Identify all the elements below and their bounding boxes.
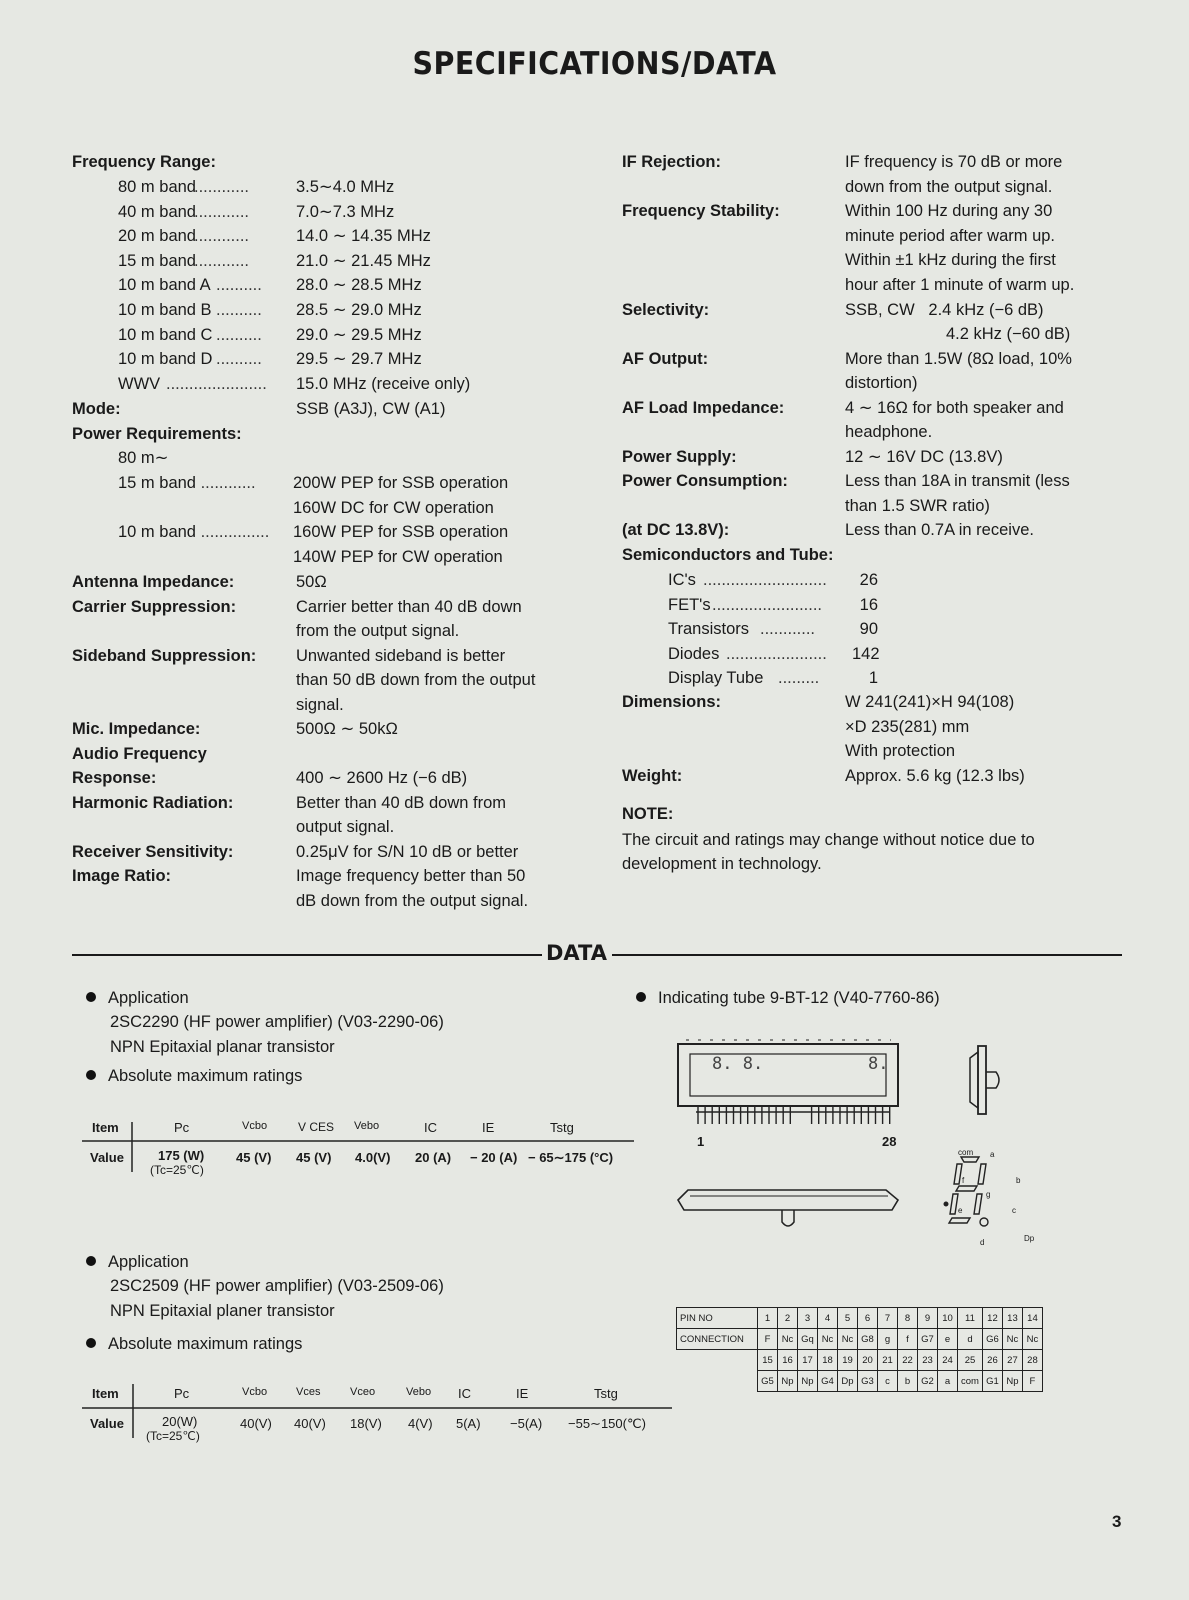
band-dots: .......... xyxy=(216,325,262,344)
bullet-icon xyxy=(86,1070,96,1080)
t2-v-tstg: −55∼150(℃) xyxy=(568,1416,646,1431)
pin-table-cell: 13 xyxy=(1002,1308,1022,1329)
t2-application xyxy=(86,1250,189,1275)
power-consumption-label2: (at DC 13.8V): xyxy=(622,521,730,539)
mic-value: 500Ω ∼ 50kΩ xyxy=(296,720,398,738)
semiconductors-label: Semiconductors and Tube: xyxy=(622,546,834,564)
pin-table-cell: 6 xyxy=(858,1308,878,1329)
pin-table-cell: 10 xyxy=(938,1308,958,1329)
pin-table-cell: Dp xyxy=(838,1371,858,1392)
semi-name: Diodes xyxy=(668,644,720,663)
freq-stability-value3: Within ±1 kHz during the first xyxy=(845,251,1056,269)
band-dots: .......... xyxy=(216,350,262,369)
frequency-range-label: Frequency Range: xyxy=(72,153,216,171)
af-output-label: AF Output: xyxy=(622,350,709,368)
pin-table-cell: 3 xyxy=(798,1308,818,1329)
band-name: 20 m band xyxy=(118,227,196,246)
band-dots: ...................... xyxy=(166,374,267,393)
band-value: 29.5 ∼ 29.7 MHz xyxy=(296,350,422,369)
pin-table-row xyxy=(677,1329,1043,1350)
image-ratio-label: Image Ratio: xyxy=(72,867,172,885)
pin-table-cell: 2 xyxy=(778,1308,798,1329)
audio-value: 400 ∼ 2600 Hz (−6 dB) xyxy=(296,769,468,787)
power-consumption-value1: Less than 18A in transmit (less xyxy=(845,472,1070,490)
seg-d: d xyxy=(980,1238,985,1247)
pin-table-cell: G3 xyxy=(858,1371,878,1392)
t1-h-ic: IC xyxy=(424,1120,437,1135)
band-value: 7.0∼7.3 MHz xyxy=(296,202,395,221)
dots: ............... xyxy=(200,523,270,541)
t1-h-vces: V CES xyxy=(298,1120,335,1134)
dimensions-value3: With protection xyxy=(845,742,956,760)
seg-c: c xyxy=(1012,1206,1016,1215)
seg-g: g xyxy=(986,1190,991,1199)
pin-table-cell: G4 xyxy=(818,1371,838,1392)
pin-table-cell: c xyxy=(878,1371,898,1392)
t2-v-note: (Tc=25℃) xyxy=(146,1429,200,1443)
pin-table-cell: a xyxy=(938,1371,958,1392)
t1-v-vebo: 4.0(V) xyxy=(355,1150,391,1165)
semi-dots: ...................... xyxy=(726,644,827,663)
bullet-icon xyxy=(86,1338,96,1348)
pin-table-row xyxy=(677,1308,1043,1329)
tube-pin-end: 28 xyxy=(882,1134,897,1149)
power-band2-v1: 160W PEP for SSB operation xyxy=(293,523,509,541)
pin-table-cell: 14 xyxy=(1022,1308,1042,1329)
t1-h-ie: IE xyxy=(482,1120,495,1135)
divider-right xyxy=(612,954,1122,956)
weight-label: Weight: xyxy=(622,767,683,785)
t2-v-vcbo: 40(V) xyxy=(240,1416,272,1431)
pin-table-cell: 19 xyxy=(838,1350,858,1371)
harmonic-value1: Better than 40 dB down from xyxy=(296,794,507,812)
pin-table-cell: 24 xyxy=(938,1350,958,1371)
pin-table-cell: 22 xyxy=(898,1350,918,1371)
band-dots: ............ xyxy=(194,227,250,246)
power-consumption-value2: than 1.5 SWR ratio) xyxy=(845,497,990,515)
note-text2: development in technology. xyxy=(622,855,822,873)
dimensions-value2: ×D 235(281) mm xyxy=(845,718,970,736)
power-band1-v1: 200W PEP for SSB operation xyxy=(293,474,509,492)
pin-table-cell: Gq xyxy=(798,1329,818,1350)
image-ratio-value2: dB down from the output signal. xyxy=(296,892,529,910)
band-name: 10 m band D xyxy=(118,350,213,369)
t1-application xyxy=(86,986,189,1011)
tube-label xyxy=(636,986,940,1011)
tube-label-text: Indicating tube 9-BT-12 (V40-7760-86) xyxy=(658,989,940,1007)
band-name: 10 m band B xyxy=(118,301,212,319)
power-req-label: Power Requirements: xyxy=(72,425,242,443)
pin-table-cell: G7 xyxy=(918,1329,938,1350)
pin-table-cell: 7 xyxy=(878,1308,898,1329)
divider-left xyxy=(72,954,542,956)
mode-label: Mode: xyxy=(72,400,121,418)
t2-h-vebo: Vebo xyxy=(406,1386,432,1398)
t2-table xyxy=(82,1386,682,1446)
af-load-value1: 4 ∼ 16Ω for both speaker and xyxy=(845,399,1064,417)
pin-table-cell: 8 xyxy=(898,1308,918,1329)
bullet-icon xyxy=(86,1256,96,1266)
semi-value: 1 xyxy=(868,669,878,688)
mode-value: SSB (A3J), CW (A1) xyxy=(296,400,446,418)
t1-part: 2SC2290 (HF power amplifier) (V03-2290-06) xyxy=(110,1013,444,1031)
t1-v-item: Value xyxy=(90,1150,124,1165)
af-load-value2: headphone. xyxy=(845,423,933,441)
pin-table xyxy=(676,1307,1043,1392)
pin-table-row xyxy=(677,1350,1043,1371)
semi-value: 16 xyxy=(859,595,878,614)
af-load-label: AF Load Impedance: xyxy=(622,399,785,417)
band-dots: .......... xyxy=(216,301,262,319)
pin-table-cell: Nc xyxy=(818,1329,838,1350)
pin-table-cell: 21 xyxy=(878,1350,898,1371)
t1-v-ie: − 20 (A) xyxy=(470,1150,518,1165)
t2-application-text: Application xyxy=(108,1253,189,1271)
power-band1-v2: 160W DC for CW operation xyxy=(293,499,494,517)
pin-table-cell: F xyxy=(758,1329,778,1350)
dimensions-value1: W 241(241)×H 94(108) xyxy=(845,693,1015,711)
pin-table-cell: d xyxy=(958,1329,983,1350)
band-name: WWV xyxy=(118,374,161,393)
pin-table-cell: F xyxy=(1022,1371,1042,1392)
power-band2-name xyxy=(118,520,269,545)
af-output-value2: distortion) xyxy=(845,374,918,392)
pin-table-cell: Nc xyxy=(838,1329,858,1350)
note-label: NOTE: xyxy=(622,805,674,823)
carrier-label: Carrier Suppression: xyxy=(72,598,237,616)
t1-type: NPN Epitaxial planar transistor xyxy=(110,1038,335,1056)
freq-stability-value4: hour after 1 minute of warm up. xyxy=(845,276,1075,294)
semi-value: 26 xyxy=(859,571,878,589)
band-name: 40 m band xyxy=(118,202,196,221)
t2-h-vcbo: Vcbo xyxy=(242,1386,268,1398)
power-band2-v2: 140W PEP for CW operation xyxy=(293,548,503,566)
power-supply-value: 12 ∼ 16V DC (13.8V) xyxy=(845,448,1003,466)
audio-label2: Response: xyxy=(72,769,157,787)
pin-table-cell: 23 xyxy=(918,1350,938,1371)
pin-table-cell: f xyxy=(898,1329,918,1350)
dimensions-label: Dimensions: xyxy=(622,693,722,711)
carrier-value1: Carrier better than 40 dB down xyxy=(296,598,522,616)
note-text1: The circuit and ratings may change without notice due to xyxy=(622,831,1035,849)
t1-v-vcbo: 45 (V) xyxy=(236,1150,272,1165)
pin-table-cell: 20 xyxy=(858,1350,878,1371)
pin-table-cell: Nc xyxy=(1002,1329,1022,1350)
pin-table-cell: 11 xyxy=(958,1308,983,1329)
freq-stability-value2: minute period after warm up. xyxy=(845,227,1056,245)
semi-value: 90 xyxy=(859,620,878,639)
t2-v-vceo: 18(V) xyxy=(350,1416,382,1431)
band-value: 14.0 ∼ 14.35 MHz xyxy=(296,227,431,246)
pin-table-row xyxy=(677,1371,1043,1392)
band-dots: .......... xyxy=(216,276,262,295)
antenna-label: Antenna Impedance: xyxy=(72,573,235,591)
semi-value: 142 xyxy=(852,644,880,663)
pin-table-cell: Np xyxy=(778,1371,798,1392)
harmonic-value2: output signal. xyxy=(296,818,395,836)
pin-table-cell: G2 xyxy=(918,1371,938,1392)
t2-part: 2SC2509 (HF power amplifier) (V03-2509-06) xyxy=(110,1277,444,1295)
pin-table-cell: 28 xyxy=(1022,1350,1042,1371)
power-consumption-label: Power Consumption: xyxy=(622,472,788,490)
audio-label1: Audio Frequency xyxy=(72,745,207,763)
pin-table-cell: Np xyxy=(798,1371,818,1392)
t1-v-ic: 20 (A) xyxy=(415,1150,452,1165)
carrier-value2: from the output signal. xyxy=(296,622,460,640)
t2-h-ie: IE xyxy=(516,1386,529,1401)
t1-h-pc: Pc xyxy=(174,1120,190,1135)
t2-v-item: Value xyxy=(90,1416,124,1431)
semi-dots: ......... xyxy=(778,669,820,688)
selectivity-value1: SSB, CW 2.4 kHz (−6 dB) xyxy=(845,301,1044,319)
t2-v-vebo: 4(V) xyxy=(408,1416,433,1431)
pin-table-cell: G6 xyxy=(982,1329,1002,1350)
selectivity-value2: 4.2 kHz (−60 dB) xyxy=(946,325,1071,343)
semi-name: IC's xyxy=(668,571,696,589)
pin-table-cell: g xyxy=(878,1329,898,1350)
t2-h-item: Item xyxy=(92,1386,119,1401)
pin-table-cell: 12 xyxy=(982,1308,1002,1329)
pin-table-label: PIN NO xyxy=(677,1308,758,1329)
dots: ............ xyxy=(200,474,256,492)
pin-table-cell: G5 xyxy=(758,1371,778,1392)
pin-table-label: CONNECTION xyxy=(677,1329,758,1350)
data-heading: DATA xyxy=(546,941,608,965)
t1-ratings-text: Absolute maximum ratings xyxy=(108,1067,303,1085)
t1-v-vces: 45 (V) xyxy=(296,1150,332,1165)
t1-table xyxy=(82,1120,642,1180)
tube-display-left: 8. 8. xyxy=(712,1054,764,1074)
t1-h-tstg: Tstg xyxy=(550,1120,574,1135)
sensitivity-label: Receiver Sensitivity: xyxy=(72,843,234,861)
band-value: 28.5 ∼ 29.0 MHz xyxy=(296,301,422,319)
t1-v-note: (Tc=25℃) xyxy=(150,1163,204,1177)
band-name: 10 m band C xyxy=(118,325,213,344)
sideband-value2: than 50 dB down from the output xyxy=(296,671,536,689)
pin-table-cell: Nc xyxy=(778,1329,798,1350)
pin-table-cell: 18 xyxy=(818,1350,838,1371)
sensitivity-value: 0.25μV for S/N 10 dB or better xyxy=(296,843,519,861)
pin-table-cell: e xyxy=(938,1329,958,1350)
band-value: 28.0 ∼ 28.5 MHz xyxy=(296,276,422,295)
seg-a: a xyxy=(990,1150,995,1159)
seg-f: f xyxy=(962,1176,965,1185)
semi-name: Display Tube xyxy=(668,669,764,688)
t1-application-text: Application xyxy=(108,989,189,1007)
pin-table-cell: 26 xyxy=(982,1350,1002,1371)
pin-table-cell: 27 xyxy=(1002,1350,1022,1371)
t2-type: NPN Epitaxial planer transistor xyxy=(110,1302,335,1320)
pin-table-cell: 17 xyxy=(798,1350,818,1371)
seg-b: b xyxy=(1016,1176,1021,1185)
semi-name: Transistors xyxy=(668,620,749,639)
pin-table-cell: com xyxy=(958,1371,983,1392)
power-band1-b: 15 m band xyxy=(118,474,196,492)
t2-h-ic: IC xyxy=(458,1386,471,1401)
harmonic-label: Harmonic Radiation: xyxy=(72,794,234,812)
t2-ratings-text: Absolute maximum ratings xyxy=(108,1335,303,1353)
pin-table-cell: 16 xyxy=(778,1350,798,1371)
pin-table-cell: 4 xyxy=(818,1308,838,1329)
seg-e: e xyxy=(958,1206,963,1215)
band-dots: ............ xyxy=(194,251,250,270)
sideband-value3: signal. xyxy=(296,696,344,714)
tube-display-right: 8. xyxy=(868,1054,889,1074)
t2-v-vces: 40(V) xyxy=(294,1416,326,1431)
power-band1-name xyxy=(118,471,256,496)
power-supply-label: Power Supply: xyxy=(622,448,737,466)
pin-table-cell: G1 xyxy=(982,1371,1002,1392)
pin-table-cell: b xyxy=(898,1371,918,1392)
t2-v-ie: −5(A) xyxy=(510,1416,543,1431)
band-name: 10 m band A xyxy=(118,276,211,295)
seg-dp: Dp xyxy=(1024,1234,1035,1243)
t1-v-pc: 175 (W) xyxy=(158,1148,205,1163)
semi-name: FET's xyxy=(668,595,711,614)
pin-table-label xyxy=(677,1350,758,1371)
band-dots: ............ xyxy=(194,178,250,196)
pin-table-cell: Np xyxy=(1002,1371,1022,1392)
t2-v-pc: 20(W) xyxy=(162,1414,198,1429)
pin-table-cell: 25 xyxy=(958,1350,983,1371)
freq-stability-value1: Within 100 Hz during any 30 xyxy=(845,202,1053,220)
t1-h-vebo: Vebo xyxy=(354,1120,380,1132)
band-value: 21.0 ∼ 21.45 MHz xyxy=(296,251,431,270)
selectivity-label: Selectivity: xyxy=(622,301,710,319)
band-value: 15.0 MHz (receive only) xyxy=(296,374,471,393)
band-dots: ............ xyxy=(194,202,250,221)
semi-dots: ............ xyxy=(760,620,816,639)
semi-dots: ........................ xyxy=(712,595,823,614)
bullet-icon xyxy=(636,992,646,1002)
if-rejection-label: IF Rejection: xyxy=(622,153,722,171)
band-name: 15 m band xyxy=(118,251,196,270)
weight-value: Approx. 5.6 kg (12.3 lbs) xyxy=(845,767,1025,785)
antenna-value: 50Ω xyxy=(296,573,327,591)
af-output-value1: More than 1.5W (8Ω load, 10% xyxy=(845,350,1072,368)
if-rejection-value2: down from the output signal. xyxy=(845,178,1053,196)
pin-table-cell: 15 xyxy=(758,1350,778,1371)
t2-ratings xyxy=(86,1332,302,1357)
t1-v-tstg: − 65∼175 (°C) xyxy=(528,1150,614,1165)
pin-table-cell: 5 xyxy=(838,1308,858,1329)
image-ratio-value1: Image frequency better than 50 xyxy=(296,867,526,885)
t2-h-tstg: Tstg xyxy=(594,1386,618,1401)
pin-table-label xyxy=(677,1371,758,1392)
power-band1-a: 80 m∼ xyxy=(118,449,169,467)
pin-table-cell: G8 xyxy=(858,1329,878,1350)
t2-h-vces: Vces xyxy=(296,1386,321,1398)
pin-table-cell: 9 xyxy=(918,1308,938,1329)
mic-label: Mic. Impedance: xyxy=(72,720,201,738)
sideband-label: Sideband Suppression: xyxy=(72,647,257,665)
page-title: SPECIFICATIONS/DATA xyxy=(412,46,777,82)
seg-com: com xyxy=(958,1148,974,1157)
tube-pin-start: 1 xyxy=(697,1134,705,1149)
t2-h-pc: Pc xyxy=(174,1386,190,1401)
t1-ratings xyxy=(86,1064,302,1089)
semi-dots: ........................... xyxy=(703,571,827,589)
freq-stability-label: Frequency Stability: xyxy=(622,202,780,220)
t1-h-item: Item xyxy=(92,1120,119,1135)
t2-h-vceo: Vceo xyxy=(350,1386,376,1398)
band-value: 29.0 ∼ 29.5 MHz xyxy=(296,325,422,344)
t1-h-vcbo: Vcbo xyxy=(242,1120,268,1132)
power-band2: 10 m band xyxy=(118,523,196,541)
page-number: 3 xyxy=(1112,1512,1122,1531)
band-value: 3.5∼4.0 MHz xyxy=(296,178,395,196)
if-rejection-value1: IF frequency is 70 dB or more xyxy=(845,153,1063,171)
sideband-value1: Unwanted sideband is better xyxy=(296,647,506,665)
t2-v-ic: 5(A) xyxy=(456,1416,481,1431)
bullet-icon xyxy=(86,992,96,1002)
pin-table-cell: 1 xyxy=(758,1308,778,1329)
pin-table-cell: Nc xyxy=(1022,1329,1042,1350)
band-name: 80 m band xyxy=(118,178,196,196)
power-consumption-value3: Less than 0.7A in receive. xyxy=(845,521,1034,539)
